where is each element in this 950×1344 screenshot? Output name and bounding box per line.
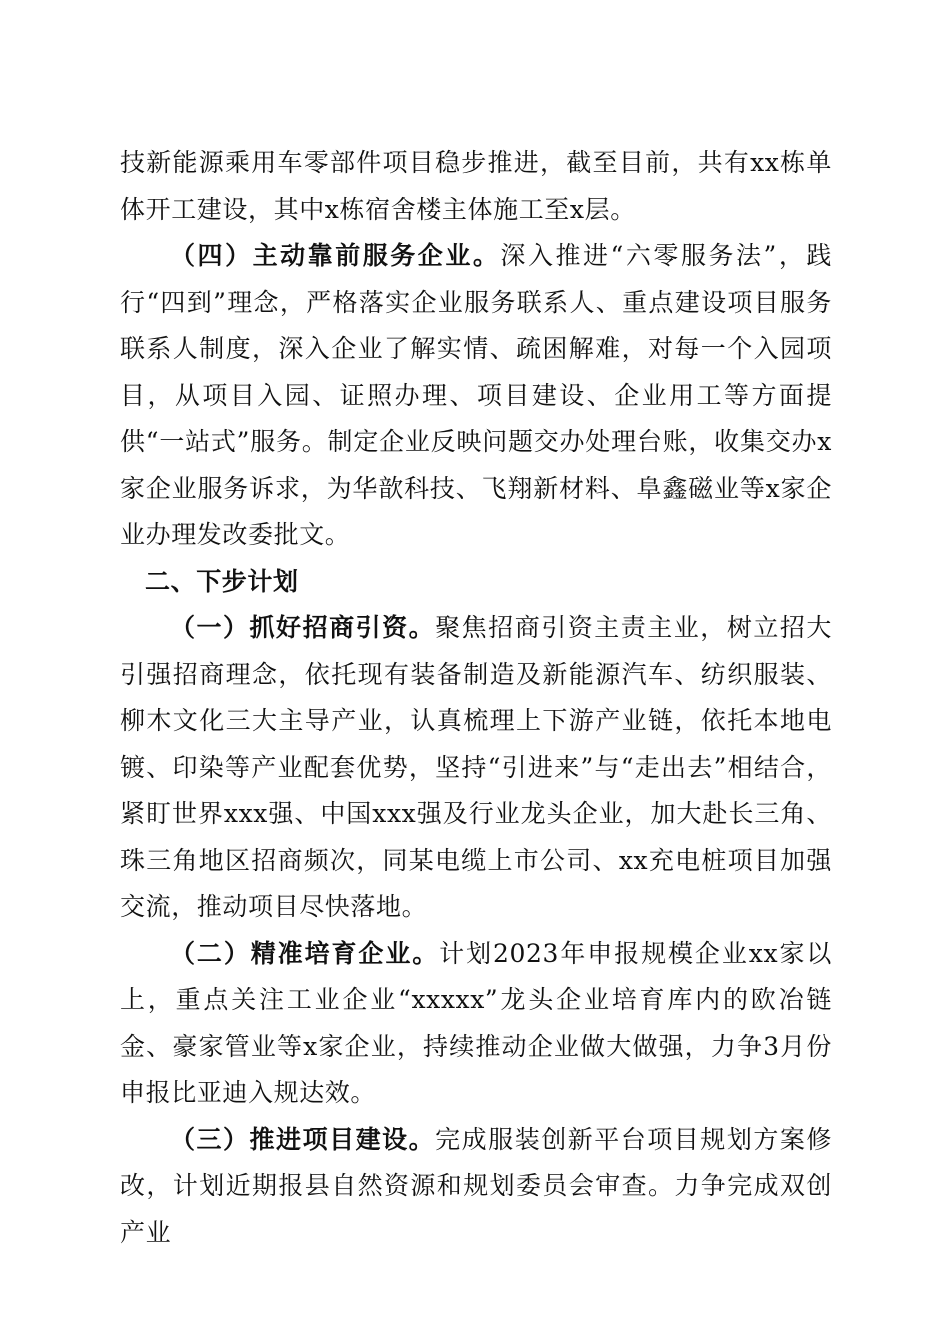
paragraph-service-enterprises (120, 233, 832, 559)
paragraph-text: 技新能源乘用车零部件项目稳步推进，截至目前，共有xx栋单体开工建设，其中x栋宿舍楼主体施工至x层。 (120, 148, 832, 224)
paragraph-text: 深入推进“六零服务法”，践行“四到”理念，严格落实企业服务联系人、重点建设项目服务联系人制度，深入企业了解实情、疏困解难，对每一个入园项目，从项目入园、证照办理、项目建设、企业用工等方面提供“一站式”服务。制定企业反映问题交办处理台账，收集交办x家企业服务诉求，为华歆科技、飞翔新材料、阜鑫磁业等x家企业办理发改委批文。 (120, 241, 832, 549)
continued-paragraph (120, 140, 832, 233)
paragraph-investment (120, 605, 832, 931)
paragraph-text: 完成服装创新平台项目规划方案修改，计划近期报县自然资源和规划委员会审查。力争完成双创产业 (120, 1124, 832, 1247)
paragraph-lead: （三）推进项目建设。 (170, 1124, 436, 1154)
paragraph-lead: （二）精准培育企业。 (170, 938, 440, 968)
paragraph-text: 聚焦招商引资主责主业，树立招大引强招商理念，依托现有装备制造及新能源汽车、纺织服装、柳木文化三大主导产业，认真梳理上下游产业链，依托本地电镀、印染等产业配套优势，坚持“引进来”与“走出去”相结合，紧盯世界xxx强、中国xxx强及行业龙头企业，加大赴长三角、珠三角地区招商频次，同某电缆上市公司、xx充电桩项目加强交流，推动项目尽快落地。 (120, 613, 832, 921)
paragraph-project-construction (120, 1117, 832, 1257)
paragraph-cultivate-enterprises (120, 931, 832, 1117)
section-heading: 二、下步计划 (145, 566, 299, 596)
document-body (120, 140, 832, 1256)
paragraph-lead: （四）主动靠前服务企业。 (170, 241, 501, 270)
paragraph-lead: （一）抓好招商引资。 (170, 613, 436, 642)
paragraph-text: 计划2023年申报规模企业xx家以上，重点关注工业企业“xxxxx”龙头企业培育库内的欧冶链金、豪家管业等x家企业，持续推动企业做大做强，力争3月份申报比亚迪入规达效。 (120, 938, 832, 1107)
